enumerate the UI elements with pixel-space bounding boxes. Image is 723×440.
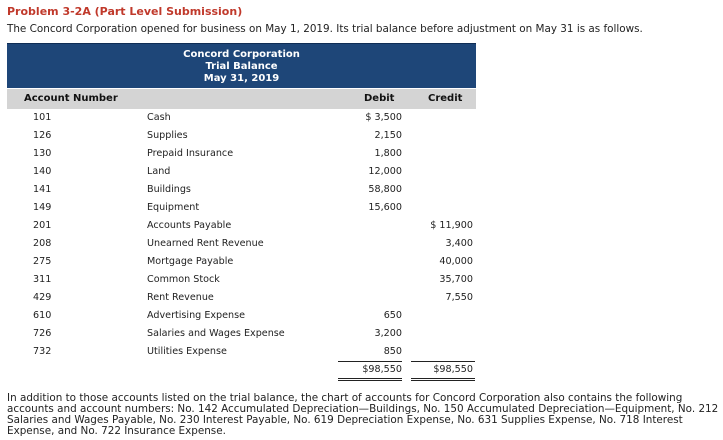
trial-balance-header [7, 43, 476, 88]
account-number-cell: 275 [33, 256, 52, 267]
debit-cell: 15,600 [368, 202, 402, 213]
trial-balance-rows [7, 109, 476, 361]
account-name-cell: Equipment [147, 202, 200, 213]
debit-double-rule-2 [338, 380, 402, 381]
column-header-row [7, 89, 476, 109]
account-name-cell: Advertising Expense [147, 310, 246, 321]
debit-cell: 12,000 [368, 166, 402, 177]
account-name-cell: Prepaid Insurance [147, 148, 234, 159]
table-row [7, 343, 476, 361]
credit-cell: 35,700 [439, 274, 473, 285]
account-number-cell: 208 [33, 238, 52, 249]
account-number-header: Account Number [24, 93, 118, 104]
debit-cell: 1,800 [374, 148, 402, 159]
account-number-cell: 126 [33, 130, 52, 141]
debit-cell: 650 [383, 310, 402, 321]
debit-cell: 2,150 [374, 130, 402, 141]
table-row [7, 109, 476, 127]
credit-total: $98,550 [433, 364, 473, 375]
statement-date: May 31, 2019 [203, 73, 280, 84]
table-row [7, 253, 476, 271]
account-name-cell: Land [147, 166, 171, 177]
account-name-cell: Salaries and Wages Expense [147, 328, 285, 339]
account-name-cell: Supplies [147, 130, 188, 141]
table-row [7, 217, 476, 235]
credit-cell: 40,000 [439, 256, 473, 267]
debit-header: Debit [364, 93, 395, 104]
account-name-cell: Cash [147, 112, 171, 123]
table-row [7, 163, 476, 181]
account-number-cell: 140 [33, 166, 52, 177]
account-number-cell: 311 [33, 274, 52, 285]
debit-total: $98,550 [362, 364, 402, 375]
credit-double-rule-1 [411, 378, 475, 379]
account-name-cell: Buildings [147, 184, 191, 195]
intro-text: The Concord Corporation opened for business on May 1, 2019. Its trial balance before adjustment on May 31 is as follows. [7, 23, 643, 35]
debit-cell: 850 [383, 346, 402, 357]
debit-cell: 58,800 [368, 184, 402, 195]
account-number-cell: 429 [33, 292, 52, 303]
table-row [7, 307, 476, 325]
account-name-cell: Utilities Expense [147, 346, 227, 357]
table-row [7, 145, 476, 163]
debit-cell: $ 3,500 [365, 112, 402, 123]
credit-cell: $ 11,900 [430, 220, 473, 231]
credit-total-rule [411, 361, 475, 362]
debit-double-rule-1 [338, 378, 402, 379]
account-number-cell: 726 [33, 328, 52, 339]
statement-title: Trial Balance [205, 61, 278, 72]
problem-title: Problem 3-2A (Part Level Submission) [7, 5, 243, 18]
account-number-cell: 201 [33, 220, 52, 231]
account-name-cell: Unearned Rent Revenue [147, 238, 264, 249]
account-number-cell: 610 [33, 310, 52, 321]
credit-double-rule-2 [411, 380, 475, 381]
table-row [7, 127, 476, 145]
credit-header: Credit [428, 93, 463, 104]
account-number-cell: 141 [33, 184, 52, 195]
totals-row [7, 361, 476, 379]
account-number-cell: 149 [33, 202, 52, 213]
account-number-cell: 732 [33, 346, 52, 357]
debit-cell: 3,200 [374, 328, 402, 339]
company-name: Concord Corporation [183, 49, 300, 60]
account-name-cell: Mortgage Payable [147, 256, 234, 267]
table-row [7, 235, 476, 253]
additional-accounts-note: In addition to those accounts listed on the trial balance, the chart of accounts for Concord Corporation also contains the following accounts and account numbers: No. 142 Accumulated Depreciation—Buildings, No. 150 Accumulated Depreciation—Equipment, No. 212 Salaries and Wages Payable, No. 230 Interest Payable, No. 619 Depreciation Expense, No. 631 Supplies Expense, No. 718 Interest Expense, and No. 722 Insurance Expense. [7, 392, 719, 437]
table-row [7, 271, 476, 289]
account-name-cell: Accounts Payable [147, 220, 232, 231]
credit-cell: 7,550 [445, 292, 473, 303]
debit-total-rule [338, 361, 402, 362]
table-row [7, 199, 476, 217]
account-name-cell: Common Stock [147, 274, 220, 285]
table-row [7, 325, 476, 343]
account-name-cell: Rent Revenue [147, 292, 214, 303]
credit-cell: 3,400 [445, 238, 473, 249]
table-row [7, 181, 476, 199]
account-number-cell: 101 [33, 112, 52, 123]
table-row [7, 289, 476, 307]
account-number-cell: 130 [33, 148, 52, 159]
